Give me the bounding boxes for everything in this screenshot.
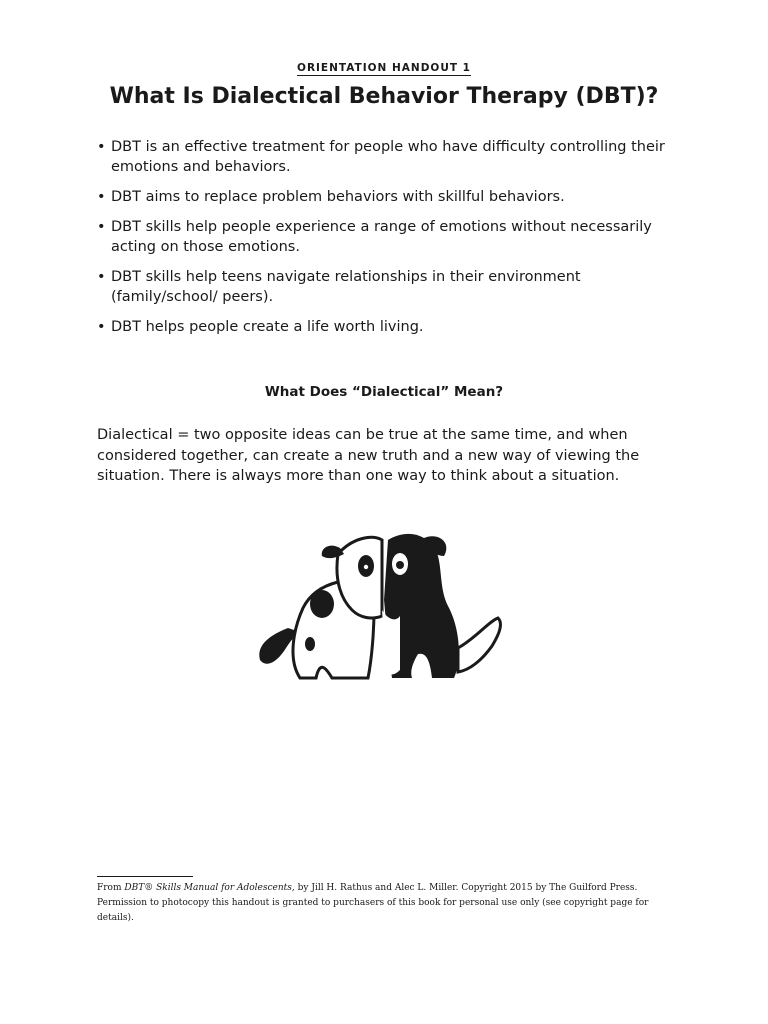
- bullet-item: • DBT skills help people experience a range of emotions without necessarily acting on those emotions.: [97, 217, 677, 257]
- footnote-divider: [97, 876, 193, 877]
- two-dogs-icon: [248, 520, 520, 690]
- bullet-item: • DBT is an effective treatment for people who have difficulty controlling their emotions and behaviors.: [97, 137, 677, 177]
- bullet-item: • DBT skills help teens navigate relationships in their environment (family/school/ peers).: [97, 267, 677, 307]
- bullet-item: • DBT helps people create a life worth living.: [97, 317, 677, 337]
- bullet-list: [97, 137, 677, 347]
- page-title: What Is Dialectical Behavior Therapy (DBT)?: [109, 84, 659, 109]
- definition-paragraph: Dialectical = two opposite ideas can be true at the same time, and when considered together, can create a new truth and a new way of viewing the situation. There is always more than one way to think about a situation.: [97, 427, 640, 484]
- handout-label: ORIENTATION HANDOUT 1: [297, 62, 471, 74]
- copyright-footnote: From DBT® Skills Manual for Adolescents, by Jill H. Rathus and Alec L. Miller. Copyright 2015 by The Guilford Press. Permission to photocopy this handout is granted to purchasers of this book for personal use only (see copyright page for details).: [97, 883, 649, 923]
- section-heading: What Does “Dialectical” Mean?: [264, 384, 504, 400]
- bullet-item: • DBT aims to replace problem behaviors with skillful behaviors.: [97, 187, 677, 207]
